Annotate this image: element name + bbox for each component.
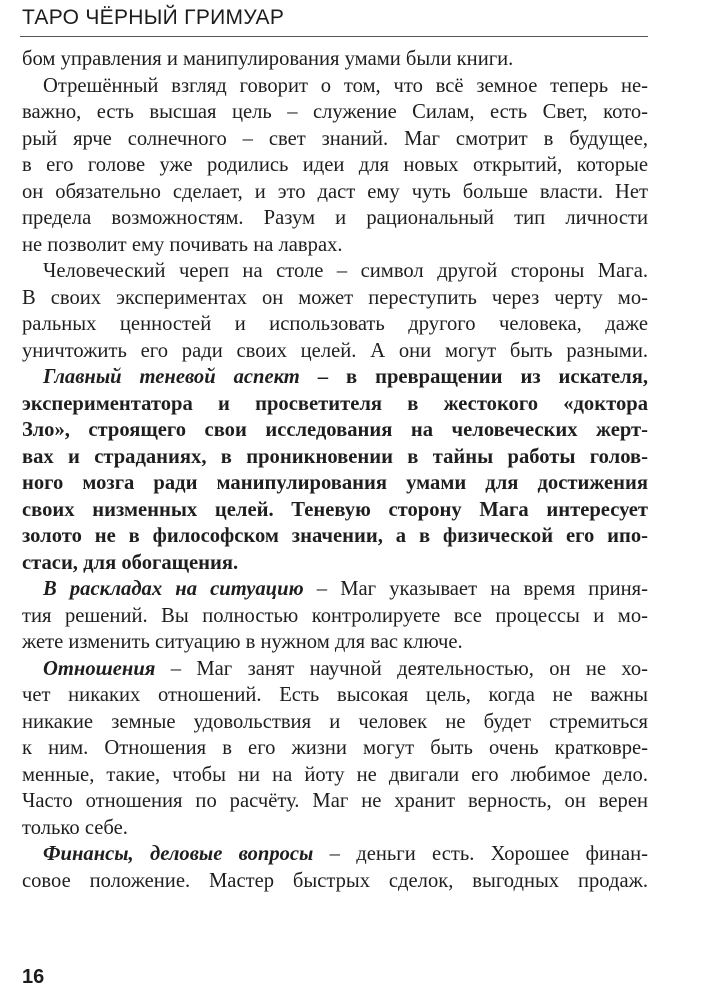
text-line: [22, 841, 648, 868]
text-line: [22, 364, 648, 391]
lead-term: В раскладах на ситуацию: [43, 578, 304, 600]
lead-rest: – Маг занят научной деятельностью, он не хо-: [155, 657, 648, 680]
text-line: менные, такие, чтобы ни на йоту не двигали его любимое дело.: [22, 763, 648, 786]
text-line: В своих экспериментах он может переступить через черту мо-: [22, 286, 648, 309]
text-line: важно, есть высшая цель – служение Силам, есть Свет, кото-: [22, 101, 648, 123]
header-rule: [20, 36, 648, 37]
text-line: Отрешённый взгляд говорит о том, что всё земное теперь не-: [43, 74, 648, 97]
text-line: предела возможностям. Разум и рациональный тип личности: [22, 207, 648, 229]
paragraph-relations: [22, 656, 648, 842]
paragraph-gaze: [22, 73, 648, 259]
page-number: 16: [22, 966, 45, 988]
text-line: стаси, для обогащения.: [22, 551, 239, 574]
body-text: [22, 40, 648, 894]
paragraph-shadow-aspect: [22, 364, 648, 576]
text-line: к ним. Отношения в его жизни могут быть очень кратковре-: [22, 737, 648, 759]
text-line: ральных ценностей и использовать другого человека, даже: [22, 313, 648, 335]
lead-term: Главный теневой аспект: [43, 366, 300, 388]
text-line: тия решений. Вы полностью контролируете все процессы и мо-: [22, 604, 648, 627]
lead-term: Отношения: [43, 657, 156, 680]
paragraph-continuation: [22, 46, 648, 73]
lead-rest: – Маг указывает на время приня-: [303, 578, 648, 600]
text-line: он обязательно сделает, и это даст ему чуть больше власти. Нет: [22, 180, 648, 203]
text-line: вах и страданиях, в проникновении в тайны работы голов-: [22, 445, 648, 468]
text-line: экспериментатора и просветителя в жестокого «доктора: [22, 392, 648, 415]
text-line: Часто отношения по расчёту. Маг не хранит верность, он верен: [22, 790, 648, 812]
lead-rest: – деньги есть. Хорошее финан-: [313, 843, 648, 865]
paragraph-skull: [22, 258, 648, 364]
text-line: жете изменить ситуацию в нужном для вас ключе.: [22, 631, 463, 653]
paragraph-situation: [22, 576, 648, 656]
text-line: бом управления и манипулирования умами были книги.: [22, 48, 514, 70]
text-line: ного мозга ради манипулирования умами для достижения: [22, 472, 648, 494]
text-line: никакие земные удовольствия и человек не будет стремиться: [22, 710, 648, 733]
text-line: золото не в философском значении, а в физической его ипо-: [22, 525, 648, 547]
text-line: [22, 656, 648, 683]
text-line: своих низменных целей. Теневую сторону Мага интересует: [22, 498, 648, 521]
text-line: только себе.: [22, 816, 128, 839]
text-line: Зло», строящего свои исследования на человеческих жерт-: [22, 419, 648, 441]
text-line: совое положение. Мастер быстрых сделок, выгодных продаж.: [22, 869, 648, 892]
paragraph-finance: [22, 841, 648, 894]
text-line: уничтожить его ради своих целей. А они могут быть разными.: [22, 339, 648, 362]
text-line: [22, 576, 648, 603]
text-line: рый ярче солнечного – свет знаний. Маг смотрит в будущее,: [22, 127, 648, 150]
lead-rest: – в превращении из искателя,: [299, 366, 648, 388]
text-line: Человеческий череп на столе – символ другой стороны Мага.: [43, 260, 648, 282]
text-line: не позволит ему почивать на лаврах.: [22, 233, 343, 256]
running-head: ТАРО ЧЁРНЫЙ ГРИМУАР: [22, 6, 285, 29]
text-line: чет никаких отношений. Есть высокая цель, когда не важны: [22, 684, 648, 706]
text-line: в его голове уже родились идеи для новых открытий, которые: [22, 154, 648, 176]
lead-term: Финансы, деловые вопросы: [43, 843, 314, 865]
